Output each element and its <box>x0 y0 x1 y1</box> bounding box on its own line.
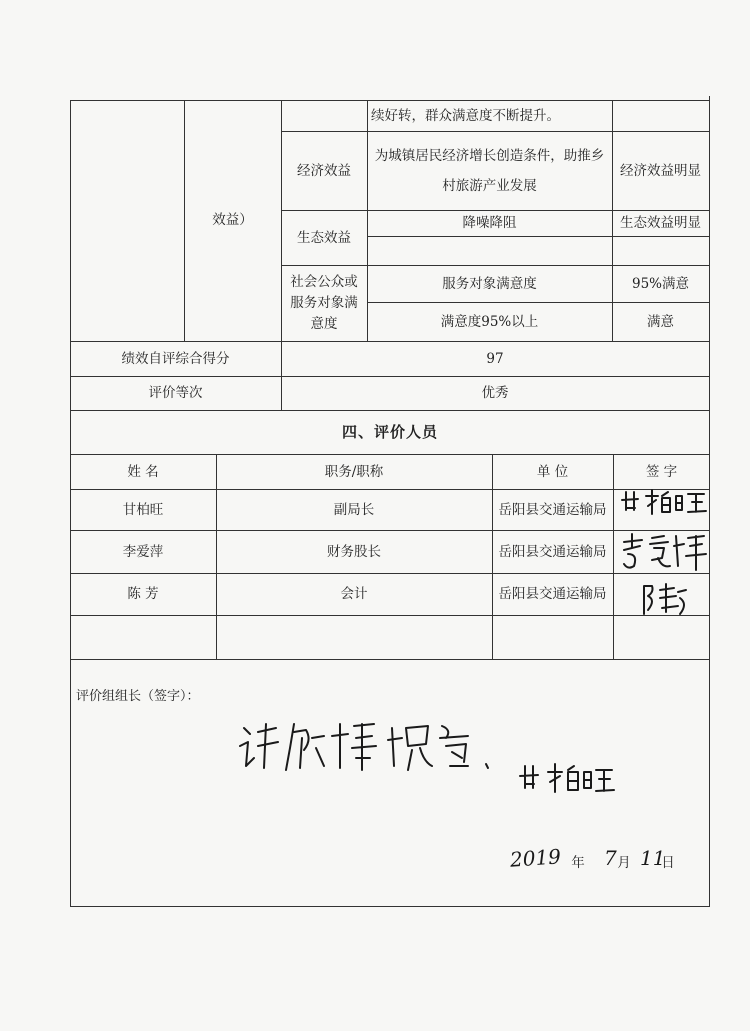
handwritten-comment <box>236 718 496 780</box>
econ-content <box>367 131 612 210</box>
handwritten-signature-li <box>618 532 710 574</box>
header-signature: 签 字 <box>645 463 678 480</box>
leader-signature <box>516 762 616 798</box>
satisfaction-content2: 满意度95%以上 <box>440 313 539 330</box>
table-border <box>709 96 710 907</box>
header-title: 职务/职称 <box>324 463 384 480</box>
satisfaction-result2: 满意 <box>647 313 674 330</box>
row-title: 会计 <box>340 586 368 602</box>
satisfaction-label-line1: 社会公众或 <box>290 273 358 290</box>
date-year: 2019 <box>509 844 562 872</box>
header-name: 姓 名 <box>127 463 159 480</box>
row-name: 李爱萍 <box>122 543 164 560</box>
row-title: 财务股长 <box>327 543 381 560</box>
row-name: 陈 芳 <box>127 586 159 602</box>
econ-label: 经济效益 <box>297 162 351 179</box>
header-unit: 单 位 <box>536 463 569 480</box>
date-month-suffix: 月 <box>617 855 631 871</box>
date-year-suffix: 年 <box>571 855 585 871</box>
grade-label: 评价等次 <box>148 385 203 401</box>
econ-result: 经济效益明显 <box>620 162 701 179</box>
row-title: 副局长 <box>333 501 375 518</box>
econ-content-line2: 村旅游产业发展 <box>442 177 537 194</box>
row-unit: 岳阳县交通运输局 <box>498 543 607 560</box>
eco-label: 生态效益 <box>297 229 351 246</box>
row-unit: 岳阳县交通运输局 <box>498 501 607 518</box>
category-label: 效益） <box>212 212 253 228</box>
table-divider <box>70 659 710 660</box>
empty-row-cell <box>70 615 216 659</box>
handwritten-signature-chen <box>640 582 690 618</box>
date-day: 11 <box>640 846 666 870</box>
score-value: 97 <box>486 350 504 367</box>
satisfaction-label-line2: 服务对象满 <box>290 294 358 311</box>
leader-label: 评价组组长（签字）： <box>76 689 200 704</box>
econ-content-line1: 为城镇居民经济增长创造条件，助推乡 <box>374 147 605 164</box>
row-unit: 岳阳县交通运输局 <box>498 586 607 602</box>
table-divider <box>367 236 709 237</box>
grade-value: 优秀 <box>481 385 509 401</box>
satisfaction-content1: 服务对象满意度 <box>442 275 537 292</box>
satisfaction-label-line3: 意度 <box>310 315 338 332</box>
row-name: 甘柏旺 <box>122 501 164 518</box>
date-day-suffix: 日 <box>661 855 675 871</box>
table-border <box>70 906 710 907</box>
eco-result: 生态效益明显 <box>620 215 701 231</box>
row1-content: 续好转，群众满意度不断提升。 <box>371 107 560 124</box>
section-title: 四、评价人员 <box>341 423 438 441</box>
date-month: 7 <box>604 846 617 870</box>
eco-content: 降噪降阻 <box>462 215 517 231</box>
satisfaction-label <box>281 265 367 341</box>
handwritten-signature-gan <box>618 488 708 518</box>
score-label: 绩效自评综合得分 <box>121 350 230 367</box>
satisfaction-result1: 95%满意 <box>631 275 689 292</box>
